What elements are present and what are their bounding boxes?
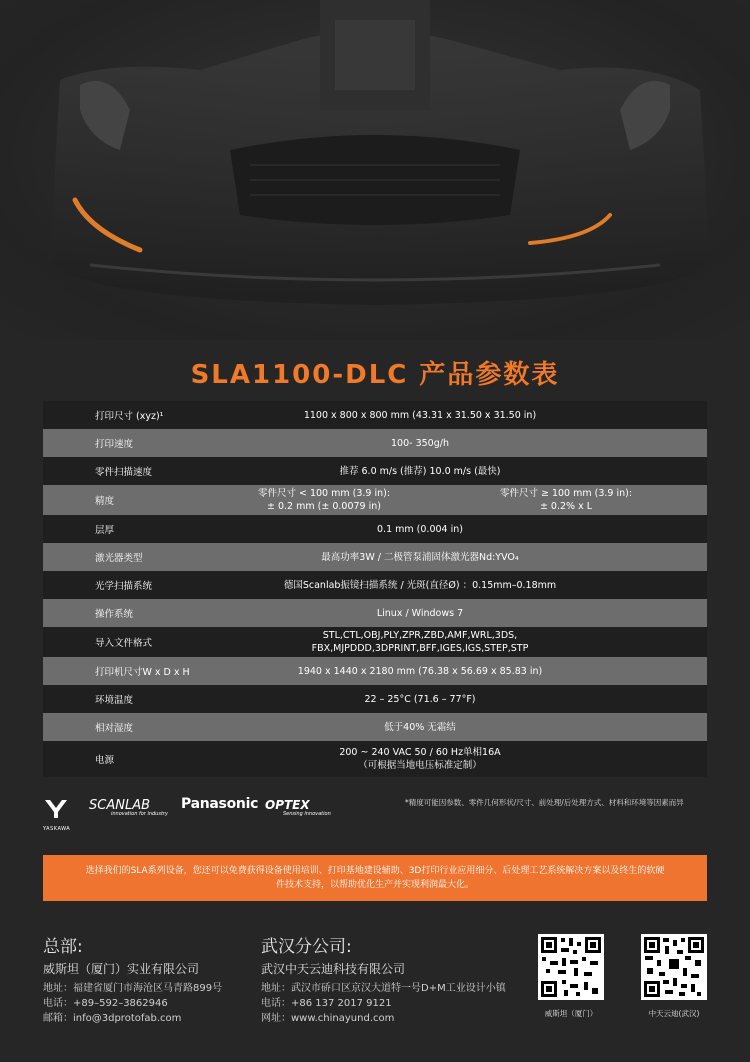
banner-line2: 件技术支持，以帮助优化生产并实现利润最大化。	[275, 880, 474, 890]
hq-phone: 电话：+89–592–3862946	[43, 998, 168, 1009]
spec-row-laser-type	[43, 543, 707, 571]
spec-value: 1100 x 800 x 800 mm (43.31 x 31.50 x 31.50 in)	[303, 409, 537, 421]
wuhan-address: 地址：武汉市硚口区京汉大道特一号D+M工业设计小镇	[261, 983, 506, 994]
spec-value: 0.1 mm (0.004 in)	[377, 523, 463, 535]
spec-value: Linux / Windows 7	[376, 607, 464, 619]
spec-row-os	[43, 599, 707, 627]
spec-label: 层厚	[95, 525, 115, 536]
spec-label: 电源	[95, 755, 115, 766]
spec-row-optical-scan	[43, 571, 707, 599]
spec-row-print-speed	[43, 429, 707, 457]
accuracy-small-parts	[258, 487, 390, 513]
wuhan-website[interactable]: 网址：www.chinayund.com	[261, 1013, 395, 1024]
spec-label: 精度	[95, 496, 115, 507]
hq-heading: 总部:	[43, 937, 83, 957]
hero-product-image	[0, 0, 750, 340]
spec-label: 激光器类型	[95, 553, 143, 564]
qr-pattern-icon	[641, 934, 707, 1000]
spec-value: 低于40% 无霜结	[384, 721, 456, 733]
spec-value: 最高功率3W / 二极管泵浦固体激光器Nd:YVO₄	[321, 551, 519, 563]
wuhan-contact	[261, 932, 531, 1026]
accuracy-small-line1: 零件尺寸 < 100 mm (3.9 in):	[257, 488, 391, 499]
qr-code-xiamen	[538, 934, 604, 1000]
yaskawa-wordmark: YASKAWA	[43, 826, 71, 832]
scanlab-wordmark: SCANLAB	[89, 798, 151, 813]
power-line2: （可根据当地电压标准定制）	[358, 760, 482, 771]
spec-row-printer-size	[43, 657, 707, 685]
qr-pattern-icon	[538, 934, 604, 1000]
accuracy-large-line2: ± 0.2% x L	[539, 501, 593, 512]
spec-row-file-formats	[43, 627, 707, 657]
file-formats-line2: FBX,MJPDDD,3DPRINT,BFF,IGES,IGS,STEP,STP	[311, 643, 529, 654]
spec-row-scan-speed	[43, 457, 707, 485]
spec-value: 德国Scanlab振镜扫描系统 / 光斑(直径Ø) ：0.15mm–0.18mm	[283, 579, 557, 591]
hq-email[interactable]: 邮箱：info@3dprotofab.com	[43, 1013, 182, 1024]
spec-value	[203, 746, 707, 772]
spec-label: 环境温度	[95, 695, 134, 706]
accuracy-small-line2: ± 0.2 mm (± 0.0079 in)	[267, 501, 381, 512]
scanlab-logo	[89, 798, 168, 817]
hq-company: 威斯坦（厦门）实业有限公司	[43, 962, 200, 976]
spec-label: 导入文件格式	[95, 638, 153, 649]
accuracy-footnote: *精度可能因参数、零件几何形状/尺寸、前处理/后处理方式、材料和环境等因素而异	[405, 798, 684, 807]
spec-label: 光学扫描系统	[95, 581, 153, 592]
spec-value	[203, 629, 707, 655]
wuhan-heading: 武汉分公司:	[261, 937, 352, 957]
qr-caption-xiamen: 威斯坦（厦门）	[544, 1009, 598, 1018]
spec-value: 1940 x 1440 x 2180 mm (76.38 x 56.69 x 85.83 in)	[297, 665, 543, 677]
spec-row-ambient-temp	[43, 685, 707, 713]
qr-caption-wuhan: 中天云迪(武汉)	[648, 1009, 700, 1018]
spec-label: 零件扫描速度	[95, 467, 153, 478]
service-banner	[43, 855, 707, 901]
power-line1: 200 ~ 240 VAC 50 / 60 Hz单相16A	[339, 747, 501, 758]
spec-value: 推荐 6.0 m/s (推荐) 10.0 m/s (最快)	[339, 465, 501, 477]
yaskawa-mark-icon	[43, 798, 69, 820]
spec-value: 100- 350g/h	[391, 437, 449, 449]
spec-row-humidity	[43, 713, 707, 741]
spec-label: 操作系统	[95, 609, 134, 620]
spec-label: 相对湿度	[95, 723, 134, 734]
spec-table	[43, 401, 707, 777]
wuhan-company: 武汉中天云迪科技有限公司	[261, 962, 406, 976]
spec-row-power	[43, 741, 707, 777]
optex-tagline: Sensing innovation	[283, 811, 331, 817]
spec-value	[203, 487, 707, 513]
spec-row-accuracy	[43, 485, 707, 515]
scanlab-tagline: innovation for industry	[111, 811, 168, 817]
spec-label: 打印速度	[95, 439, 134, 450]
optex-wordmark: OPTEX	[265, 798, 310, 812]
yaskawa-logo	[43, 798, 79, 832]
spec-row-layer-thickness	[43, 515, 707, 543]
wuhan-phone: 电话：+86 137 2017 9121	[261, 998, 392, 1009]
spec-row-print-size	[43, 401, 707, 429]
page-title: SLA1100-DLC 产品参数表	[190, 360, 560, 390]
panasonic-logo: Panasonic	[181, 796, 259, 812]
partner-logos	[43, 796, 383, 836]
hq-contact	[43, 932, 253, 1026]
spec-label: 打印尺寸 (xyz)¹	[95, 411, 164, 422]
printer-illustration	[0, 0, 750, 340]
accuracy-large-parts	[500, 487, 632, 513]
hq-address: 地址：福建省厦门市海沧区马青路899号	[43, 983, 223, 994]
accuracy-large-line1: 零件尺寸 ≥ 100 mm (3.9 in):	[499, 488, 633, 499]
qr-code-wuhan	[641, 934, 707, 1000]
banner-line1: 选择我们的SLA系列设备，您还可以免费获得设备使用培训、打印基地建设辅助、3D打印行业应用细分、后处理工艺系统解决方案以及终生的软硬	[85, 866, 665, 876]
file-formats-line1: STL,CTL,OBJ,PLY,ZPR,ZBD,AMF,WRL,3DS,	[322, 630, 518, 641]
spec-value: 22 – 25°C (71.6 – 77°F)	[364, 693, 476, 705]
optex-logo	[265, 798, 331, 817]
spec-label: 打印机尺寸W x D x H	[95, 667, 190, 678]
